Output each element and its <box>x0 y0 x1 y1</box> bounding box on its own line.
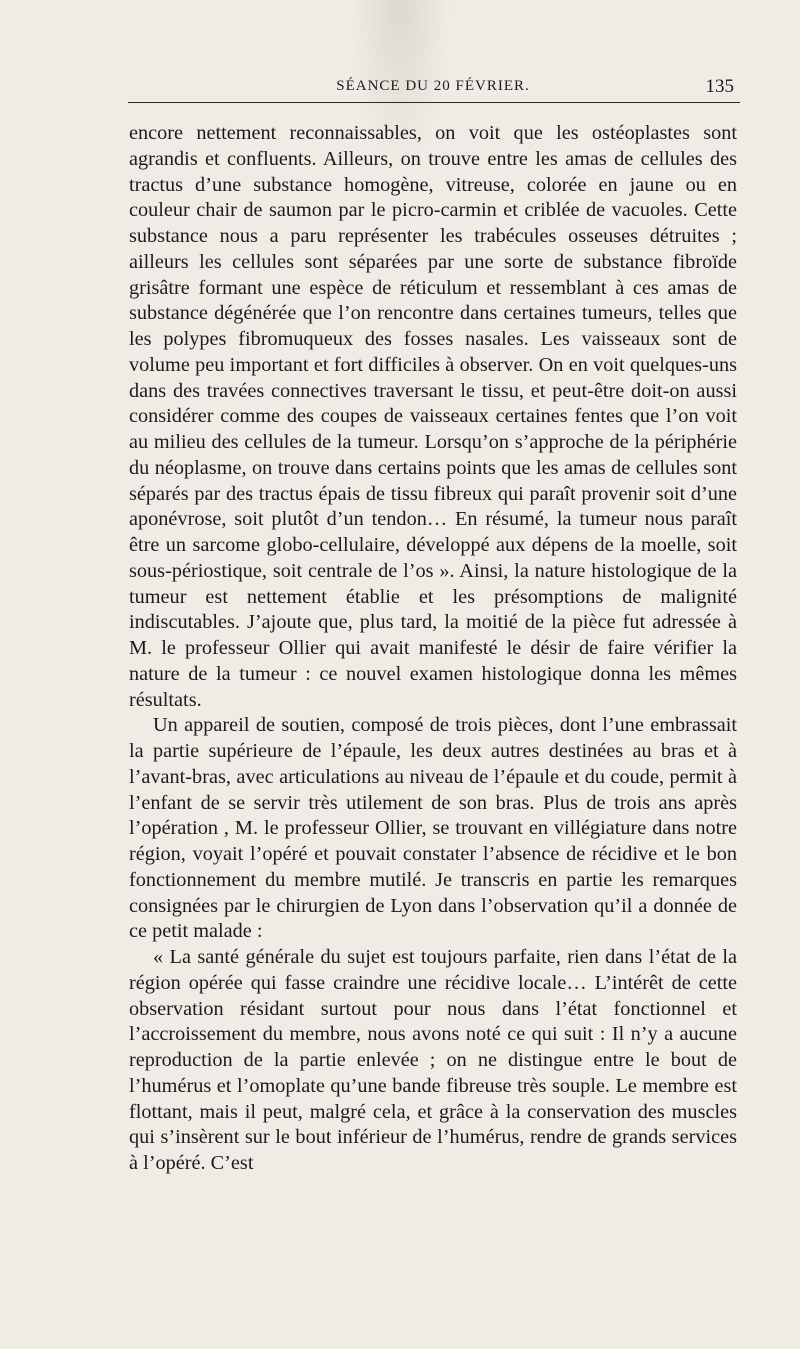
body-text <box>129 121 737 1177</box>
running-title: SÉANCE DU 20 FÉVRIER. <box>336 78 530 94</box>
header-rule <box>128 102 740 103</box>
paragraph-appareil: Un appareil de soutien, composé de trois pièces, dont l’une embrassait la partie supérieure de l’épaule, les deux autres destinées au bras et à l’avant-bras, avec articulations au niveau de l’épaule et du coude, permit à l’enfant de se servir très utilement de son bras. Plus de trois ans après l’opération , M. le professeur Ollier, se trouvant en villégiature dans notre région, voyait l’opéré et pouvait constater l’absence de récidive et le bon fonctionnement du membre mutilé. Je transcris en partie les remarques consignées par le chirurgien de Lyon dans l’observation qu’il a donnée de ce petit malade : <box>129 714 737 943</box>
running-header <box>128 76 738 100</box>
paragraph-quotation: « La santé générale du sujet est toujours parfaite, rien dans l’état de la région opérée qui fasse craindre une récidive locale… L’intérêt de cette observation résidant surtout pour nous dans l’état fonctionnel et l’accroissement du membre, nous avons noté ce qui suit : Il n’y a aucune reproduction de la partie enlevée ; on ne distingue entre le bout de l’humérus et l’omoplate qu’une bande fibreuse très souple. Le membre est flottant, mais il peut, malgré cela, et grâce à la conservation des muscles qui s’insèrent sur le bout inférieur de l’humérus, rendre de grands services à l’opéré. C’est <box>129 946 737 1174</box>
paragraph-continued: encore nettement reconnaissables, on voit que les ostéoplastes sont agrandis et confluents. Ailleurs, on trouve entre les amas de cellules des tractus d’une substance homogène, vitreuse, colorée en jaune ou en couleur chair de saumon par le picro-carmin et criblée de vacuoles. Cette substance nous a paru représenter les trabécules osseuses détruites ; ailleurs les cellules sont séparées par une sorte de substance fibroïde grisâtre formant une espèce de réticulum et ressemblant à ces amas de substance dégénérée que l’on rencontre dans certaines tumeurs, telles que les polypes fibromuqueux des fosses nasales. Les vaisseaux sont de volume peu important et fort difficiles à observer. On en voit quelques-uns dans des travées connectives traversant le tissu, et peut-être doit-on aussi considérer comme des coupes de vaisseaux certaines fentes que l’on voit au milieu des cellules de la tumeur. Lorsqu’on s’approche de la périphérie du néoplasme, on trouve dans certains points que les amas de cellules sont séparés par des tractus épais de tissu fibreux qui paraît provenir soit d’une aponévrose, soit plutôt d’un tendon… En résumé, la tumeur nous paraît être un sarcome globo-cellulaire, développé aux dépens de la moelle, soit sous-périostique, soit centrale de l’os ». Ainsi, la nature histologique de la tumeur est nettement établie et les présomptions de malignité indiscutables. J’ajoute que, plus tard, la moitié de la pièce fut adressée à M. le professeur Ollier qui avait manifesté le désir de faire vérifier la nature de la tumeur : ce nouvel examen histologique donna les mêmes résultats. <box>129 122 737 711</box>
page-number: 135 <box>705 76 734 97</box>
